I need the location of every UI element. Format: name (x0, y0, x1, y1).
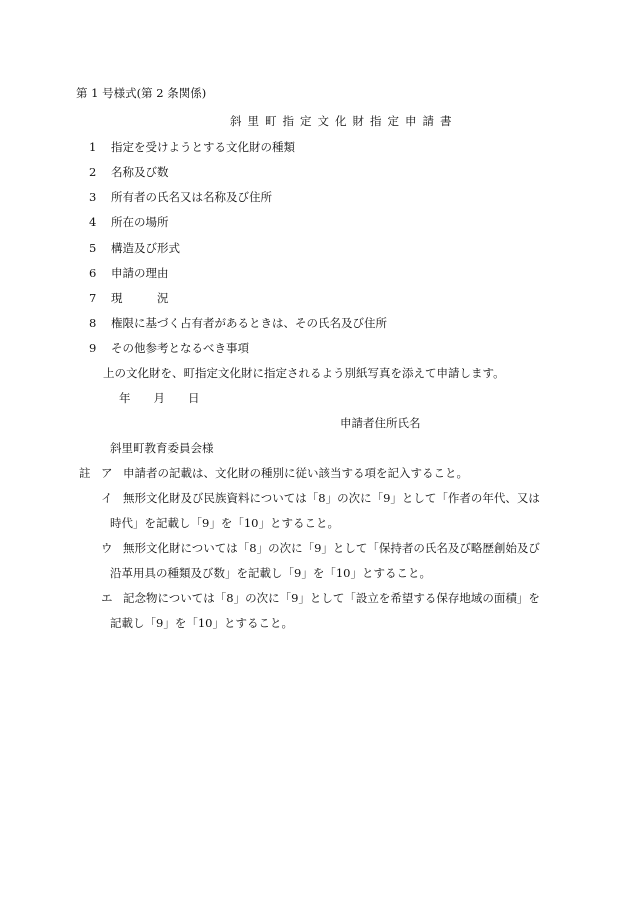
item-text: 構造及び形式 (111, 241, 180, 255)
item-text: その他参考となるべき事項 (111, 341, 249, 355)
note-text: 無形文化財については「8」の次に「9」として「保持者の氏名及び略歴創始及び (123, 541, 540, 555)
page-title: 斜里町指定文化財指定申請書 (230, 114, 458, 128)
list-item (89, 343, 249, 355)
note-continuation: 時代」を記載し「9」を「10」とすること。 (110, 516, 339, 530)
note-continuation: 記載し「9」を「10」とすること。 (110, 616, 293, 630)
list-item (89, 318, 387, 330)
date-line: 年 月 日 (119, 391, 200, 405)
list-item (89, 142, 295, 154)
item-text: 指定を受けようとする文化財の種類 (111, 140, 295, 154)
item-text: 所有者の氏名又は名称及び住所 (111, 190, 272, 204)
item-number: 5 (89, 241, 97, 255)
list-item (89, 167, 169, 179)
list-item (89, 217, 169, 229)
form-label: 第 1 号様式(第 2 条関係) (76, 86, 207, 100)
item-number: 2 (89, 165, 97, 179)
application-statement: 上の文化財を、町指定文化財に指定されるよう別紙写真を添えて申請します。 (103, 366, 505, 380)
note-text: 申請者の記載は、文化財の種別に従い該当する項を記入すること。 (123, 466, 468, 480)
item-number: 9 (89, 341, 97, 355)
item-text: 名称及び数 (111, 165, 169, 179)
applicant-label: 申請者住所氏名 (340, 416, 421, 430)
item-number: 1 (89, 140, 97, 154)
item-number: 7 (89, 291, 97, 305)
note-item (101, 593, 540, 605)
item-text: 申請の理由 (111, 266, 169, 280)
item-number: 4 (89, 215, 97, 229)
list-item (89, 243, 180, 255)
note-key: イ (101, 491, 113, 505)
item-number: 8 (89, 316, 97, 330)
item-text: 権限に基づく占有者があるときは、その氏名及び住所 (111, 316, 387, 330)
notes-label: 註 (79, 466, 91, 480)
note-continuation: 沿革用具の種類及び数」を記載し「9」を「10」とすること。 (110, 566, 431, 580)
item-text: 所在の場所 (111, 215, 169, 229)
note-item (101, 543, 540, 555)
item-number: 6 (89, 266, 97, 280)
note-key: ア (101, 466, 113, 480)
list-item (89, 192, 272, 204)
addressee: 斜里町教育委員会様 (110, 441, 214, 455)
list-item (89, 268, 169, 280)
list-item (89, 293, 169, 305)
note-key: ウ (101, 541, 113, 555)
note-key: エ (101, 591, 113, 605)
note-text: 記念物については「8」の次に「9」として「設立を希望する保存地域の面積」を (123, 591, 540, 605)
note-item (79, 468, 468, 480)
item-number: 3 (89, 190, 97, 204)
note-text: 無形文化財及び民族資料については「8」の次に「9」として「作者の年代、又は (123, 491, 540, 505)
item-text: 現 況 (111, 291, 169, 305)
note-item (101, 493, 540, 505)
